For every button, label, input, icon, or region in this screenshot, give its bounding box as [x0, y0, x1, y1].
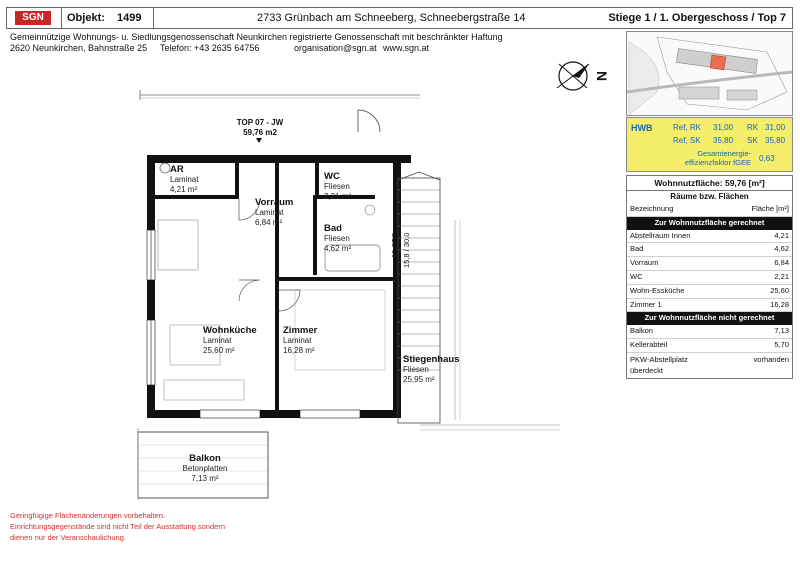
table-row [627, 257, 792, 271]
disclaimer-line-3: dienen nur der Veranschaulichung. [10, 533, 126, 542]
table-row [627, 325, 792, 339]
disclaimer-line-2: Einrichtungsgegenstände sind nicht Teil der Ausstattung sondern [10, 522, 226, 531]
pkw-label-1: PKW-Abstellplatz [630, 354, 688, 364]
row-label: Zimmer 1 [630, 299, 662, 309]
room-area: 7,13 m² [191, 474, 219, 483]
room-area: 2,21 m² [324, 192, 352, 201]
pkw-value: vorhanden [753, 354, 789, 364]
floor-plan [130, 80, 570, 510]
stair-label [390, 232, 399, 258]
company-email: organisation@sgn.at [294, 43, 377, 53]
room-name: Wohnküche [203, 325, 257, 336]
table-row [627, 285, 792, 299]
row-value: 5,70 [774, 339, 789, 349]
room-name: WC [324, 171, 340, 182]
room-table [626, 175, 793, 379]
row-value: 7,13 [774, 326, 789, 336]
row-value: 16,28 [770, 299, 789, 309]
address-text: 2733 Grünbach am Schneeberg, Schneebergstraße 14 [257, 12, 526, 24]
fgee-label: Gesamtenergie-effizienzfaktor fGEE [684, 149, 751, 167]
room-stiegenhaus [403, 355, 460, 385]
top-label [230, 118, 290, 138]
section-counted-title: Zur Wohnnutzfläche gerechnet [627, 217, 792, 230]
row-value: 4,21 [774, 230, 789, 240]
room-zimmer [283, 326, 317, 356]
room-floor: Laminat [170, 175, 199, 184]
room-floor: Laminat [255, 208, 284, 217]
pkw-row [627, 353, 792, 378]
table-row [627, 230, 792, 244]
floor-plan-drawing [130, 80, 570, 510]
stair-count: 19 STG [390, 232, 399, 258]
room-name: Bad [324, 223, 342, 234]
header-bar [6, 7, 793, 29]
object-number: 1499 [117, 12, 142, 24]
room-bad [324, 224, 351, 254]
rk-value: 31,00 [765, 123, 786, 132]
row-label: WC [630, 271, 643, 281]
row-label: Abstellraum Innen [630, 230, 691, 240]
row-label: Vorraum [630, 258, 659, 268]
table-header [627, 203, 792, 217]
company-name: Gemeinnützige Wohnungs- u. Siedlungsgenossenschaft Neunkirchen registrierte Genossenschaft mit beschränkter Haftung [10, 32, 503, 42]
col-name-header: Bezeichnung [630, 204, 674, 213]
table-title: Räume bzw. Flächen [670, 192, 749, 201]
col-area-header: Fläche [m²] [751, 204, 789, 213]
room-ar [170, 165, 198, 195]
room-floor: Laminat [203, 336, 232, 345]
object-cell [61, 8, 154, 28]
row-value: 2,21 [774, 271, 789, 281]
table-row [627, 339, 792, 353]
room-floor: Fliesen [324, 182, 350, 191]
sk-label: SK [747, 136, 758, 145]
wohnnutzflaeche-total: Wohnnutzfläche: 59,76 [m²] [627, 176, 792, 191]
fgee-value: 0,63 [759, 154, 775, 163]
sgn-logo [7, 8, 62, 28]
room-area: 6,84 m² [255, 218, 283, 227]
room-area: 25,60 m² [203, 346, 235, 355]
hwb-panel [626, 117, 793, 172]
company-address: 2620 Neunkirchen, Bahnstraße 25 [10, 43, 148, 53]
top-area: 59,76 m2 [243, 128, 277, 137]
room-floor: Laminat [283, 336, 312, 345]
row-value: 6,84 [774, 258, 789, 268]
sk-value: 35,80 [765, 136, 786, 145]
north-label: N [594, 70, 611, 82]
room-area: 4,21 m² [170, 185, 198, 194]
disclaimer-line-1: Geringfügige Flächenänderungen vorbehalten. [10, 511, 166, 520]
object-label: Objekt: [67, 12, 105, 24]
stair-dims: 15,8 / 30,0 [402, 232, 411, 268]
row-label: Balkon [630, 326, 653, 336]
unit-text: Stiege 1 / 1. Obergeschoss / Top 7 [608, 12, 786, 24]
room-name: Zimmer [283, 325, 318, 336]
ref-sk-value: 35,80 [713, 136, 734, 145]
table-row [627, 243, 792, 257]
table-row [627, 299, 792, 313]
room-wc [324, 172, 351, 202]
ref-rk-value: 31,00 [713, 123, 734, 132]
room-name: AR [170, 164, 184, 175]
row-label: Wohn-Essküche [630, 285, 685, 295]
top-id: TOP 07 - JW [236, 118, 284, 127]
pkw-label-2: überdeckt [630, 365, 663, 375]
row-label: Kellerabteil [630, 339, 668, 349]
hwb-title: HWB [631, 123, 653, 133]
room-floor: Fliesen [324, 234, 350, 243]
company-phone: Telefon: +43 2635 64756 [160, 43, 260, 53]
stair-dims-label [402, 233, 411, 268]
room-name: Balkon [189, 453, 221, 464]
section-not-counted-title: Zur Wohnnutzfläche nicht gerechnet [627, 312, 792, 325]
room-floor: Betonplatten [182, 464, 228, 473]
room-name: Stiegenhaus [403, 354, 460, 365]
row-value: 25,60 [770, 285, 789, 295]
room-floor: Fliesen [403, 365, 429, 374]
row-label: Bad [630, 244, 644, 254]
table-row [627, 271, 792, 285]
room-name: Vorraum [255, 197, 294, 208]
rk-label: RK [747, 123, 759, 132]
ref-sk-label: Ref, SK [673, 136, 701, 145]
room-vorraum [255, 198, 293, 228]
room-area: 16,28 m² [283, 346, 315, 355]
room-wohnkueche [203, 326, 257, 356]
ref-rk-label: Ref, RK [673, 123, 702, 132]
company-web: www.sgn.at [383, 43, 430, 53]
site-minimap [626, 31, 793, 116]
room-area: 25,95 m² [403, 375, 435, 384]
row-value: 4,62 [774, 244, 789, 254]
room-area: 4,62 m² [324, 244, 352, 253]
room-balkon [170, 454, 240, 484]
logo-text: SGN [15, 11, 51, 25]
